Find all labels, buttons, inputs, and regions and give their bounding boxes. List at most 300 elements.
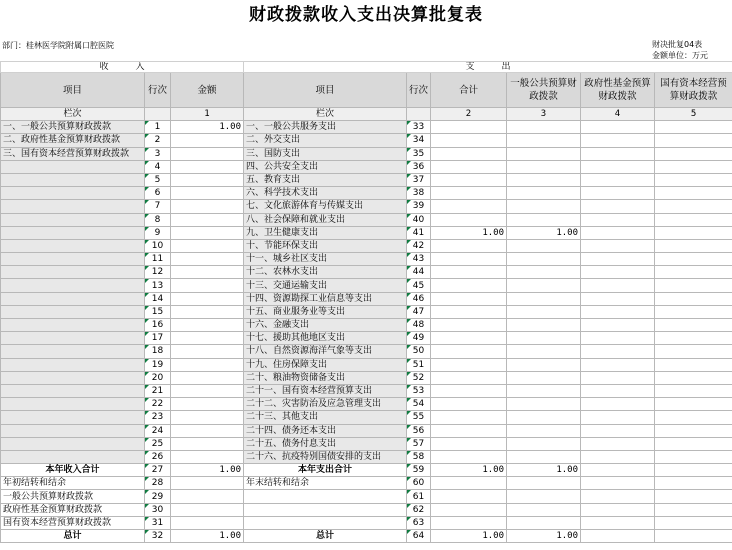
total-expense-state — [655, 464, 732, 477]
grand-total-row-no: 32 — [145, 530, 171, 543]
carry-expense-item: 年末结转和结余 — [244, 477, 407, 490]
expense-row-no: 47 — [407, 305, 431, 318]
expense-state — [655, 398, 732, 411]
expense-general — [507, 239, 581, 252]
income-amount — [171, 437, 244, 450]
expense-fund — [581, 424, 655, 437]
expense-fund — [581, 226, 655, 239]
expense-total — [431, 266, 507, 279]
appropriation-table — [0, 61, 732, 543]
col-header-amount: 金额 — [171, 73, 244, 108]
income-item — [1, 437, 145, 450]
expense-row-no: 53 — [407, 384, 431, 397]
income-item — [1, 213, 145, 226]
total-expense-row-no: 59 — [407, 464, 431, 477]
income-item — [1, 160, 145, 173]
income-amount — [171, 239, 244, 252]
carry-expense-fund — [581, 503, 655, 516]
col-number-4: 4 — [581, 108, 655, 121]
col-number-5: 5 — [655, 108, 732, 121]
expense-fund — [581, 147, 655, 160]
col-header-general: 一般公共预算财政拨款 — [507, 73, 581, 108]
expense-general — [507, 187, 581, 200]
carry-row — [1, 490, 732, 503]
grand-total-total: 1.00 — [431, 530, 507, 543]
income-amount — [171, 292, 244, 305]
col-header-fund: 政府性基金预算财政拨款 — [581, 73, 655, 108]
expense-general — [507, 266, 581, 279]
expense-item: 十、节能环保支出 — [244, 239, 407, 252]
income-item — [1, 398, 145, 411]
col-number-label2: 栏次 — [244, 108, 407, 121]
income-amount — [171, 266, 244, 279]
grand-total-label2: 总计 — [244, 530, 407, 543]
expense-row-no: 50 — [407, 345, 431, 358]
income-row-no: 25 — [145, 437, 171, 450]
income-row-no: 26 — [145, 450, 171, 463]
income-row-no: 8 — [145, 213, 171, 226]
expense-item: 九、卫生健康支出 — [244, 226, 407, 239]
expense-general — [507, 411, 581, 424]
income-row-no: 2 — [145, 134, 171, 147]
expense-item: 十三、交通运输支出 — [244, 279, 407, 292]
expense-total — [431, 411, 507, 424]
carry-income-item: 一般公共预算财政拨款 — [1, 490, 145, 503]
column-number-row — [1, 108, 732, 121]
carry-expense-fund — [581, 477, 655, 490]
table-row — [1, 200, 732, 213]
carry-income-amount — [171, 490, 244, 503]
expense-state — [655, 450, 732, 463]
expense-item: 二十三、其他支出 — [244, 411, 407, 424]
expense-row-no: 49 — [407, 332, 431, 345]
expense-general — [507, 200, 581, 213]
carry-income-row-no: 29 — [145, 490, 171, 503]
income-amount — [171, 187, 244, 200]
table-row — [1, 121, 732, 134]
total-expense-general: 1.00 — [507, 464, 581, 477]
expense-fund — [581, 213, 655, 226]
income-amount — [171, 371, 244, 384]
expense-item: 十二、农林水支出 — [244, 266, 407, 279]
grand-total-fund — [581, 530, 655, 543]
expense-general — [507, 121, 581, 134]
expense-state — [655, 253, 732, 266]
expense-fund — [581, 305, 655, 318]
expense-fund — [581, 239, 655, 252]
table-row — [1, 173, 732, 186]
expense-row-no: 43 — [407, 253, 431, 266]
expense-item: 十一、城乡社区支出 — [244, 253, 407, 266]
expense-row-no: 54 — [407, 398, 431, 411]
expense-item: 二十四、债务还本支出 — [244, 424, 407, 437]
income-item — [1, 358, 145, 371]
income-amount — [171, 384, 244, 397]
income-item — [1, 384, 145, 397]
income-amount — [171, 450, 244, 463]
expense-row-no: 56 — [407, 424, 431, 437]
expense-row-no: 39 — [407, 200, 431, 213]
income-amount — [171, 332, 244, 345]
carry-expense-row-no: 61 — [407, 490, 431, 503]
income-amount — [171, 226, 244, 239]
income-row-no: 7 — [145, 200, 171, 213]
expense-item: 十九、住房保障支出 — [244, 358, 407, 371]
carry-income-row-no: 31 — [145, 516, 171, 529]
expense-row-no: 35 — [407, 147, 431, 160]
expense-total — [431, 279, 507, 292]
carry-expense-state — [655, 490, 732, 503]
expense-row-no: 34 — [407, 134, 431, 147]
carry-expense-general — [507, 516, 581, 529]
table-row — [1, 134, 732, 147]
income-row-no: 3 — [145, 147, 171, 160]
expense-state — [655, 358, 732, 371]
carry-income-amount — [171, 503, 244, 516]
carry-expense-row-no: 60 — [407, 477, 431, 490]
expense-state — [655, 319, 732, 332]
col-header-total: 合计 — [431, 73, 507, 108]
expense-state — [655, 345, 732, 358]
income-item — [1, 253, 145, 266]
total-income-label: 本年收入合计 — [1, 464, 145, 477]
income-row-no: 10 — [145, 239, 171, 252]
expense-general — [507, 305, 581, 318]
expense-state — [655, 305, 732, 318]
expense-row-no: 38 — [407, 187, 431, 200]
expense-item: 十七、援助其他地区支出 — [244, 332, 407, 345]
expense-general — [507, 319, 581, 332]
expense-general — [507, 332, 581, 345]
col-number-blank — [145, 108, 171, 121]
grand-total-label: 总计 — [1, 530, 145, 543]
table-row — [1, 371, 732, 384]
expense-total — [431, 134, 507, 147]
grand-total-row — [1, 530, 732, 543]
col-number-blank2 — [407, 108, 431, 121]
expense-fund — [581, 200, 655, 213]
expense-item: 二十二、灾害防治及应急管理支出 — [244, 398, 407, 411]
amount-unit: 金额单位：万元 — [652, 51, 708, 60]
expense-total — [431, 213, 507, 226]
income-item — [1, 424, 145, 437]
expense-row-no: 45 — [407, 279, 431, 292]
expense-total — [431, 332, 507, 345]
table-row — [1, 398, 732, 411]
expense-section-label: 支 出 — [244, 62, 732, 73]
expense-fund — [581, 358, 655, 371]
carry-expense-item — [244, 490, 407, 503]
table-row — [1, 384, 732, 397]
expense-general — [507, 345, 581, 358]
income-item — [1, 319, 145, 332]
table-row — [1, 266, 732, 279]
table-row — [1, 450, 732, 463]
expense-total — [431, 292, 507, 305]
expense-item: 三、国防支出 — [244, 147, 407, 160]
expense-row-no: 36 — [407, 160, 431, 173]
expense-item: 十五、商业服务业等支出 — [244, 305, 407, 318]
expense-item: 七、文化旅游体育与传媒支出 — [244, 200, 407, 213]
income-amount — [171, 173, 244, 186]
expense-row-no: 55 — [407, 411, 431, 424]
expense-item: 二十、粮油物资储备支出 — [244, 371, 407, 384]
expense-item: 一、一般公共服务支出 — [244, 121, 407, 134]
carry-expense-general — [507, 477, 581, 490]
expense-state — [655, 424, 732, 437]
col-header-row-no: 行次 — [145, 73, 171, 108]
table-row — [1, 332, 732, 345]
income-item: 二、政府性基金预算财政拨款 — [1, 134, 145, 147]
income-amount — [171, 160, 244, 173]
expense-item: 二十六、抗疫特别国债安排的支出 — [244, 450, 407, 463]
income-item — [1, 187, 145, 200]
table-row — [1, 279, 732, 292]
table-row — [1, 187, 732, 200]
income-amount — [171, 213, 244, 226]
total-expense-total: 1.00 — [431, 464, 507, 477]
expense-state — [655, 226, 732, 239]
expense-total — [431, 384, 507, 397]
expense-fund — [581, 345, 655, 358]
income-amount — [171, 398, 244, 411]
income-item — [1, 305, 145, 318]
expense-row-no: 51 — [407, 358, 431, 371]
expense-fund — [581, 121, 655, 134]
income-amount — [171, 134, 244, 147]
col-number-2: 2 — [431, 108, 507, 121]
table-row — [1, 160, 732, 173]
expense-item: 二、外交支出 — [244, 134, 407, 147]
carry-expense-row-no: 62 — [407, 503, 431, 516]
expense-state — [655, 384, 732, 397]
expense-total — [431, 305, 507, 318]
income-amount — [171, 305, 244, 318]
expense-fund — [581, 411, 655, 424]
carry-expense-total — [431, 490, 507, 503]
expense-general — [507, 173, 581, 186]
expense-fund — [581, 266, 655, 279]
table-row — [1, 358, 732, 371]
carry-expense-general — [507, 503, 581, 516]
total-income-amount: 1.00 — [171, 464, 244, 477]
carry-row — [1, 477, 732, 490]
expense-fund — [581, 187, 655, 200]
expense-fund — [581, 279, 655, 292]
carry-expense-state — [655, 516, 732, 529]
income-amount: 1.00 — [171, 121, 244, 134]
expense-state — [655, 147, 732, 160]
total-income-row-no: 27 — [145, 464, 171, 477]
expense-state — [655, 411, 732, 424]
income-item — [1, 279, 145, 292]
grand-total-row-no2: 64 — [407, 530, 431, 543]
col-header-item2: 项目 — [244, 73, 407, 108]
report-title: 财政拨款收入支出决算批复表 — [249, 5, 483, 25]
expense-total — [431, 173, 507, 186]
income-row-no: 11 — [145, 253, 171, 266]
table-row — [1, 147, 732, 160]
expense-general — [507, 358, 581, 371]
income-item — [1, 200, 145, 213]
expense-general — [507, 437, 581, 450]
income-row-no: 18 — [145, 345, 171, 358]
expense-state — [655, 437, 732, 450]
total-expense-label: 本年支出合计 — [244, 464, 407, 477]
income-row-no: 14 — [145, 292, 171, 305]
col-number-1: 1 — [171, 108, 244, 121]
expense-total — [431, 160, 507, 173]
section-row — [1, 62, 732, 73]
expense-fund — [581, 134, 655, 147]
income-amount — [171, 147, 244, 160]
carry-expense-state — [655, 503, 732, 516]
income-item — [1, 173, 145, 186]
expense-row-no: 40 — [407, 213, 431, 226]
carry-row — [1, 503, 732, 516]
expense-total — [431, 239, 507, 252]
expense-total — [431, 358, 507, 371]
expense-general — [507, 147, 581, 160]
expense-total — [431, 253, 507, 266]
expense-fund — [581, 437, 655, 450]
expense-general — [507, 253, 581, 266]
income-row-no: 6 — [145, 187, 171, 200]
carry-expense-total — [431, 516, 507, 529]
expense-fund — [581, 371, 655, 384]
col-header-item: 项目 — [1, 73, 145, 108]
expense-general — [507, 384, 581, 397]
carry-expense-fund — [581, 490, 655, 503]
expense-item: 四、公共安全支出 — [244, 160, 407, 173]
grand-total-state — [655, 530, 732, 543]
table-row — [1, 226, 732, 239]
table-row — [1, 292, 732, 305]
expense-row-no: 52 — [407, 371, 431, 384]
carry-income-row-no: 30 — [145, 503, 171, 516]
income-amount — [171, 411, 244, 424]
carry-expense-state — [655, 477, 732, 490]
expense-fund — [581, 319, 655, 332]
expense-total — [431, 187, 507, 200]
expense-general — [507, 279, 581, 292]
income-amount — [171, 319, 244, 332]
expense-general — [507, 292, 581, 305]
income-row-no: 19 — [145, 358, 171, 371]
expense-general — [507, 450, 581, 463]
expense-state — [655, 121, 732, 134]
table-row — [1, 213, 732, 226]
carry-income-item: 年初结转和结余 — [1, 477, 145, 490]
expense-fund — [581, 398, 655, 411]
income-item — [1, 332, 145, 345]
form-code: 财决批复04表 — [652, 40, 703, 49]
carry-expense-total — [431, 503, 507, 516]
carry-expense-general — [507, 490, 581, 503]
expense-total — [431, 345, 507, 358]
expense-state — [655, 213, 732, 226]
expense-fund — [581, 332, 655, 345]
income-item — [1, 345, 145, 358]
carry-income-item: 国有资本经营预算财政拨款 — [1, 516, 145, 529]
expense-general: 1.00 — [507, 226, 581, 239]
income-row-no: 21 — [145, 384, 171, 397]
expense-state — [655, 160, 732, 173]
income-item — [1, 239, 145, 252]
income-amount — [171, 345, 244, 358]
income-item — [1, 266, 145, 279]
expense-row-no: 58 — [407, 450, 431, 463]
income-row-no: 16 — [145, 319, 171, 332]
expense-state — [655, 134, 732, 147]
income-row-no: 23 — [145, 411, 171, 424]
income-row-no: 9 — [145, 226, 171, 239]
expense-general — [507, 398, 581, 411]
income-amount — [171, 279, 244, 292]
table-row — [1, 424, 732, 437]
carry-expense-fund — [581, 516, 655, 529]
income-amount — [171, 253, 244, 266]
expense-total: 1.00 — [431, 226, 507, 239]
income-row-no: 20 — [145, 371, 171, 384]
expense-fund — [581, 450, 655, 463]
col-number-3: 3 — [507, 108, 581, 121]
carry-expense-item — [244, 503, 407, 516]
income-item — [1, 450, 145, 463]
table-row — [1, 305, 732, 318]
expense-row-no: 44 — [407, 266, 431, 279]
grand-total-amount: 1.00 — [171, 530, 244, 543]
expense-fund — [581, 384, 655, 397]
expense-state — [655, 239, 732, 252]
expense-item: 十四、资源勘探工业信息等支出 — [244, 292, 407, 305]
income-row-no: 24 — [145, 424, 171, 437]
expense-total — [431, 437, 507, 450]
expense-item: 五、教育支出 — [244, 173, 407, 186]
expense-total — [431, 200, 507, 213]
expense-total — [431, 147, 507, 160]
income-row-no: 22 — [145, 398, 171, 411]
expense-state — [655, 173, 732, 186]
expense-item: 六、科学技术支出 — [244, 187, 407, 200]
income-row-no: 4 — [145, 160, 171, 173]
income-section-label: 收 入 — [1, 62, 244, 73]
income-amount — [171, 358, 244, 371]
expense-item: 二十五、债务付息支出 — [244, 437, 407, 450]
carry-expense-row-no: 63 — [407, 516, 431, 529]
grand-total-general: 1.00 — [507, 530, 581, 543]
expense-fund — [581, 173, 655, 186]
table-row — [1, 253, 732, 266]
col-number-label: 栏次 — [1, 108, 145, 121]
income-row-no: 5 — [145, 173, 171, 186]
income-row-no: 13 — [145, 279, 171, 292]
expense-fund — [581, 253, 655, 266]
expense-state — [655, 371, 732, 384]
expense-fund — [581, 160, 655, 173]
table-row — [1, 411, 732, 424]
expense-state — [655, 266, 732, 279]
carry-income-amount — [171, 477, 244, 490]
expense-state — [655, 279, 732, 292]
col-header-state: 国有资本经营预算财政拨款 — [655, 73, 732, 108]
expense-item: 二十一、国有资本经营预算支出 — [244, 384, 407, 397]
income-amount — [171, 424, 244, 437]
expense-total — [431, 371, 507, 384]
income-row-no: 1 — [145, 121, 171, 134]
carry-row — [1, 516, 732, 529]
table-row — [1, 437, 732, 450]
